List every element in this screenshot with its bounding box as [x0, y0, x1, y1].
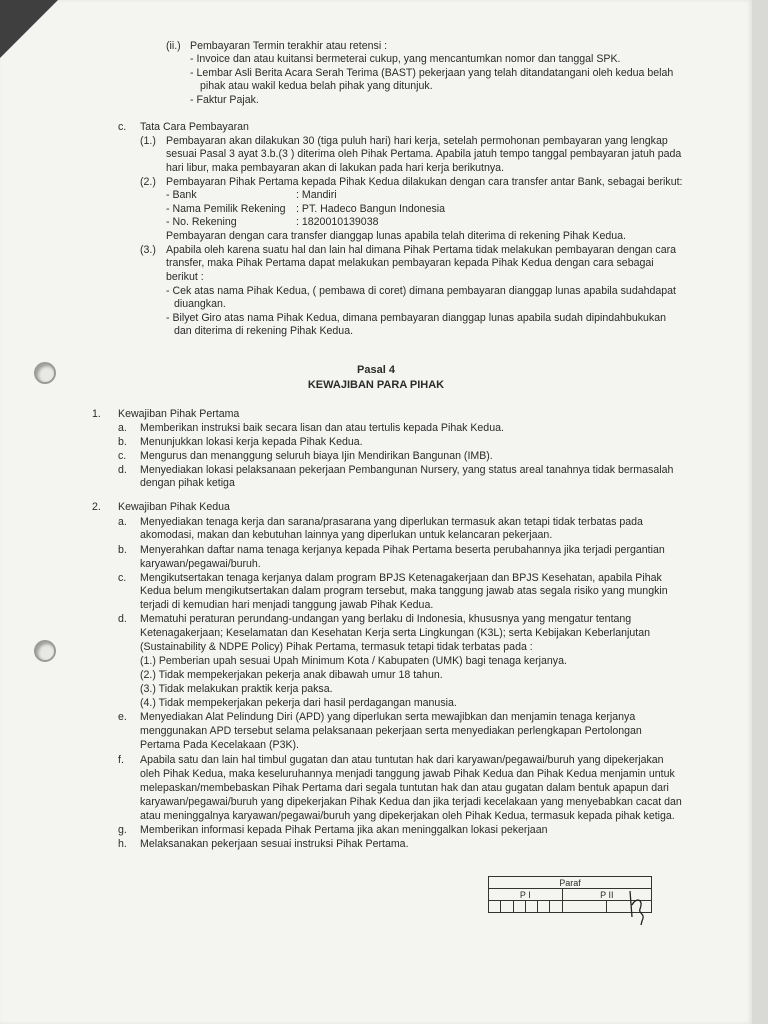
item-line: Menunjukkan lokasi kerja kepada Pihak Kedua. — [140, 436, 363, 448]
item-line: diuangkan. — [174, 298, 226, 310]
item-letter: d. — [118, 613, 127, 625]
bank-value: : Mandiri — [296, 189, 337, 201]
item-line: Menyerahkan daftar nama tenaga kerjanya kepada Pihak Pertama beserta perubahannya jika terjadi pergantian — [140, 544, 665, 556]
obligation-number: 1. — [92, 408, 101, 420]
bank-value: : PT. Hadeco Bangun Indonesia — [296, 203, 446, 215]
bullet-line: - Invoice dan atau kuitansi bermeterai cukup, yang mencantumkan nomor dan tanggal SPK. — [190, 53, 621, 65]
sub-item: (2.) Tidak mempekerjakan pekerja anak dibawah umur 18 tahun. — [140, 669, 443, 681]
item-line: sesuai Pasal 3 ayat 3.b.(3 ) diterima oleh Pihak Pertama. Apabila jatuh tempo tanggal pembayaran jatuh pada — [166, 148, 682, 160]
initials-cell — [550, 901, 562, 913]
item-line: - Cek atas nama Pihak Kedua, ( pembawa di coret) dimana pembayaran dianggap lunas apabila sudahdapat — [166, 285, 677, 297]
item-line: Kedua belum mengikutsertakan dalam program tersebut, maka tanggung jawab atas segala risiko yang mungkin — [140, 585, 668, 597]
initials-cell — [489, 901, 501, 913]
item-line: Pembayaran akan dilakukan 30 (tiga puluh hari) hari kerja, setelah permohonan pembayaran yang lengkap — [166, 135, 668, 147]
sub-item: (3.) Tidak melakukan praktik kerja paksa. — [140, 683, 333, 695]
item-line: dan diterima di rekening Pihak Kedua. — [174, 325, 354, 337]
item-letter: g. — [118, 824, 127, 836]
obligation-title: Kewajiban Pihak Kedua — [118, 501, 230, 513]
item-letter: d. — [118, 464, 127, 476]
item-line: karyawan/pegawai/buruh yang dipekerjakan Pihak Kedua dan jika terjadi kecelakaan yang menyebabkan cacat dan — [140, 796, 682, 808]
bank-label: - Bank — [166, 189, 197, 201]
item-number: (ii.) — [166, 40, 181, 52]
item-line: menggunakan APD tersebut selama pelaksanaan pekerjaan serta menyediakan perlengkapan Pertolongan — [140, 725, 642, 737]
item-line: Apabila oleh karena suatu hal dan lain hal dimana Pihak Pertama tidak melakukan pembayaran dengan cara — [166, 244, 677, 256]
initials-title: Paraf — [489, 877, 652, 889]
item-line: Mengikutsertakan tenaga kerjanya dalam program BPJS Ketenagakerjaan dan BPJS Kesehatan, apabila Pihak — [140, 572, 662, 584]
pasal-number: Pasal 4 — [357, 364, 395, 376]
bank-value: : 1820010139038 — [296, 216, 379, 228]
bullet-line: pihak atau wakil kedua belah pihak yang ditunjuk. — [200, 80, 433, 92]
pasal-title: KEWAJIBAN PARA PIHAK — [307, 379, 445, 391]
initials-cell — [525, 901, 537, 913]
bullet-line: - Faktur Pajak. — [190, 94, 259, 106]
item-letter: e. — [118, 711, 127, 723]
item-number: (1.) — [140, 135, 156, 147]
section-title: Tata Cara Pembayaran — [140, 121, 249, 133]
item-letter: c. — [118, 450, 127, 462]
item-line: hari libur, maka pembayaran akan di lakukan pada hari kerja berikutnya. — [166, 162, 505, 174]
item-line: akomodasi, makan dan kebutuhan lainnya yang diperlukan untuk kelancaran pekerjaan. — [140, 529, 553, 541]
item-letter: f. — [118, 754, 124, 766]
item-line: atau meninggalnya karyawan/pegawai/buruh yang dipekerjakan oleh Pihak Kedua, termasuk kepada pihak ketiga. — [140, 810, 675, 822]
item-line: Pembayaran Pihak Pertama kepada Pihak Kedua dilakukan dengan cara transfer antar Bank, sebagai berikut: — [166, 176, 683, 188]
item-number: (3.) — [140, 244, 156, 256]
bank-label: - Nama Pemilik Rekening — [166, 203, 286, 215]
item-letter: b. — [118, 436, 127, 448]
item-line: melepaskan/membebaskan Pihak Pertama dari segala tuntutan hak dan atau gugatan dalam bentuk apapun dari — [140, 782, 669, 794]
item-line: Melaksanakan pekerjaan sesuai instruksi Pihak Pertama. — [140, 838, 409, 850]
item-text: Pembayaran Termin terakhir atau retensi : — [190, 40, 388, 52]
item-line: Mengurus dan menanggung seluruh biaya Ijin Mendirikan Bangunan (IMB). — [140, 450, 493, 462]
item-line: - Bilyet Giro atas nama Pihak Kedua, dimana pembayaran dianggap lunas apabila sudah dipindahbukukan — [166, 312, 667, 324]
item-line: Menyediakan Alat Pelindung Diri (APD) yang diperlukan serta mewajibkan dan menjamin tenaga kerjanya — [140, 711, 636, 723]
obligation-title: Kewajiban Pihak Pertama — [118, 408, 240, 420]
item-line: Memberikan informasi kepada Pihak Pertama jika akan meninggalkan lokasi pekerjaan — [140, 824, 548, 836]
item-line: Apabila satu dan lain hal timbul gugatan dan atau tuntutan hak dari karyawan/pegawai/buruh yang dipekerjakan — [140, 754, 664, 766]
item-line: terjadi di kemudian hari menjadi tanggung jawab Pihak Kedua. — [140, 599, 434, 611]
initials-cell — [501, 901, 513, 913]
obligation-number: 2. — [92, 501, 101, 513]
initials-cell — [562, 901, 607, 913]
item-line: transfer, maka Pihak Pertama dapat melakukan pembayaran kepada Pihak Kedua dengan cara sebagai — [166, 257, 654, 269]
sub-item: (4.) Tidak mempekerjakan pekerja dari hasil perdagangan manusia. — [140, 697, 457, 709]
item-line: Ketenagakerjaan; Keselamatan dan Kesehatan Kerja serta Lingkungan (K3L); serta Kebijakan Keberlanjutan — [140, 627, 651, 639]
initials-col-party-2: P II — [562, 889, 651, 901]
handwritten-initial — [622, 887, 652, 927]
item-letter: c. — [118, 572, 127, 584]
item-letter: a. — [118, 422, 127, 434]
item-line: dengan pihak ketiga — [140, 477, 235, 489]
item-number: (2.) — [140, 176, 156, 188]
item-line: Menyediakan tenaga kerja dan sarana/prasarana yang diperlukan termasuk akan tetapi tidak terbatas pada — [140, 516, 643, 528]
initials-cell — [538, 901, 550, 913]
initials-cell — [513, 901, 525, 913]
item-line: oleh Pihak Kedua, maka keseluruhannya menjadi tanggung jawab Pihak Kedua dan Pihak Kedua menjamin untuk — [140, 768, 675, 780]
item-line: Menyediakan lokasi pelaksanaan pekerjaan Pembangunan Nursery, yang status areal tanahnya tidak bermasalah — [140, 464, 674, 476]
bank-label: - No. Rekening — [166, 216, 237, 228]
initials-col-party-1: P I — [489, 889, 563, 901]
item-line: Pembayaran dengan cara transfer dianggap lunas apabila telah diterima di rekening Pihak Kedua. — [166, 230, 626, 242]
item-line: Memberikan instruksi baik secara lisan dan atau tertulis kepada Pihak Kedua. — [140, 422, 504, 434]
item-letter: a. — [118, 516, 127, 528]
item-line: (Sustainability & NDPE Policy) Pihak Pertama, termasuk tetapi tidak terbatas pada : — [140, 641, 533, 653]
item-line: karyawan/pegawai/buruh. — [140, 558, 261, 570]
section-letter: c. — [118, 121, 127, 133]
item-line: Mematuhi peraturan perundang-undangan yang berlaku di Indonesia, khususnya yang mengatur tentang — [140, 613, 632, 625]
item-line: Pertama Pada Kecelakaan (P3K). — [140, 739, 299, 751]
sub-item: (1.) Pemberian upah sesuai Upah Minimum Kota / Kabupaten (UMK) bagi tenaga kerjanya. — [140, 655, 567, 667]
item-line: berikut : — [166, 271, 204, 283]
bullet-line: - Lembar Asli Berita Acara Serah Terima (BAST) pekerjaan yang telah ditandatangani oleh kedua belah — [190, 67, 674, 79]
item-letter: b. — [118, 544, 127, 556]
item-letter: h. — [118, 838, 127, 850]
